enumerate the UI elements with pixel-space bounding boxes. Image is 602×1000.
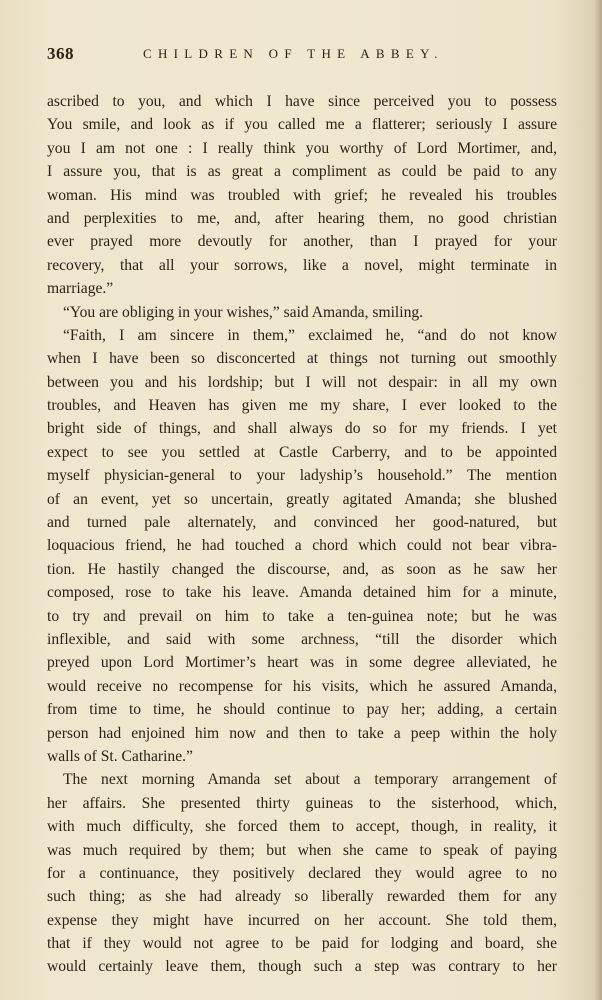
text-line: between you and his lordship; but I will not despair: in all my own (47, 373, 557, 391)
text-line: preyed upon Lord Mortimer’s heart was in some degree alleviated, he (47, 654, 557, 672)
text-line: The next morning Amanda set about a temporary arrangement of (63, 771, 557, 789)
text-line: would receive no recompense for his visits, which he assured Amanda, (47, 677, 557, 695)
page-number: 368 (47, 44, 74, 63)
text-line: troubles, and Heaven has given me my share, I ever looked to the (47, 397, 557, 415)
text-line: You smile, and look as if you called me a flatterer; seriously I assure (47, 116, 557, 134)
text-line: loquacious friend, he had touched a chord which could not bear vibra- (47, 537, 557, 555)
page-header (47, 44, 557, 68)
text-line: that if they would not agree to be paid for lodging and board, she (47, 935, 557, 953)
text-line: “Faith, I am sincere in them,” exclaimed he, “and do not know (63, 326, 557, 344)
text-line: bright side of things, and shall always do so for my friends. I yet (47, 420, 557, 438)
running-title: CHILDREN OF THE ABBEY. (143, 46, 444, 61)
text-line: and perplexities to me, and, after hearing them, no good christian (47, 209, 557, 227)
text-line: of an event, yet so uncertain, greatly agitated Amanda; she blushed (47, 490, 557, 508)
text-line: walls of St. Catharine.” (47, 747, 193, 765)
text-line: ever prayed more devoutly for another, than I prayed for your (47, 233, 557, 251)
text-line: when I have been so disconcerted at things not turning out smoothly (47, 350, 557, 368)
text-line: expense they might have incurred on her account. She told them, (47, 911, 557, 929)
text-line: person had enjoined him now and then to take a peep within the holy (47, 724, 557, 742)
text-line: inflexible, and said with some archness, “till the disorder which (47, 630, 557, 648)
text-line: myself physician-general to your ladyship’s household.” The mention (47, 467, 557, 485)
text-line: to try and prevail on him to take a ten-guinea note; but he was (47, 607, 557, 625)
text-line: tion. He hastily changed the discourse, and, as soon as he saw her (47, 560, 557, 578)
text-line: and turned pale alternately, and convinced her good-natured, but (47, 514, 557, 532)
text-line: such thing; as she had already so liberally rewarded them for any (47, 888, 557, 906)
text-line: her affairs. She presented thirty guineas to the sisterhood, which, (47, 794, 557, 812)
text-line: for a continuance, they positively declared they would agree to no (47, 864, 557, 882)
body-text (47, 90, 557, 979)
text-line: you I am not one : I really think you worthy of Lord Mortimer, and, (47, 139, 557, 157)
text-line: woman. His mind was troubled with grief; he revealed his troubles (47, 186, 557, 204)
text-line: ascribed to you, and which I have since perceived you to possess (47, 93, 557, 110)
text-line: would certainly leave them, though such a step was contrary to her (47, 958, 557, 976)
text-line: “You are obliging in your wishes,” said Amanda, smiling. (63, 303, 424, 321)
page-edge-shadow (594, 0, 602, 1000)
text-line: was much required by them; but when she came to speak of paying (47, 841, 557, 859)
text-line: composed, rose to take his leave. Amanda detained him for a minute, (47, 584, 557, 602)
text-line: I assure you, that is as great a compliment as could be paid to any (47, 163, 557, 181)
text-line: with much difficulty, she forced them to accept, though, in reality, it (47, 818, 557, 836)
text-line: expect to see you settled at Castle Carberry, and to be appointed (47, 443, 557, 461)
text-line: recovery, that all your sorrows, like a novel, might terminate in (47, 256, 557, 274)
text-line: from time to time, he should continue to pay her; adding, a certain (47, 701, 557, 719)
text-line: marriage.” (47, 280, 114, 298)
